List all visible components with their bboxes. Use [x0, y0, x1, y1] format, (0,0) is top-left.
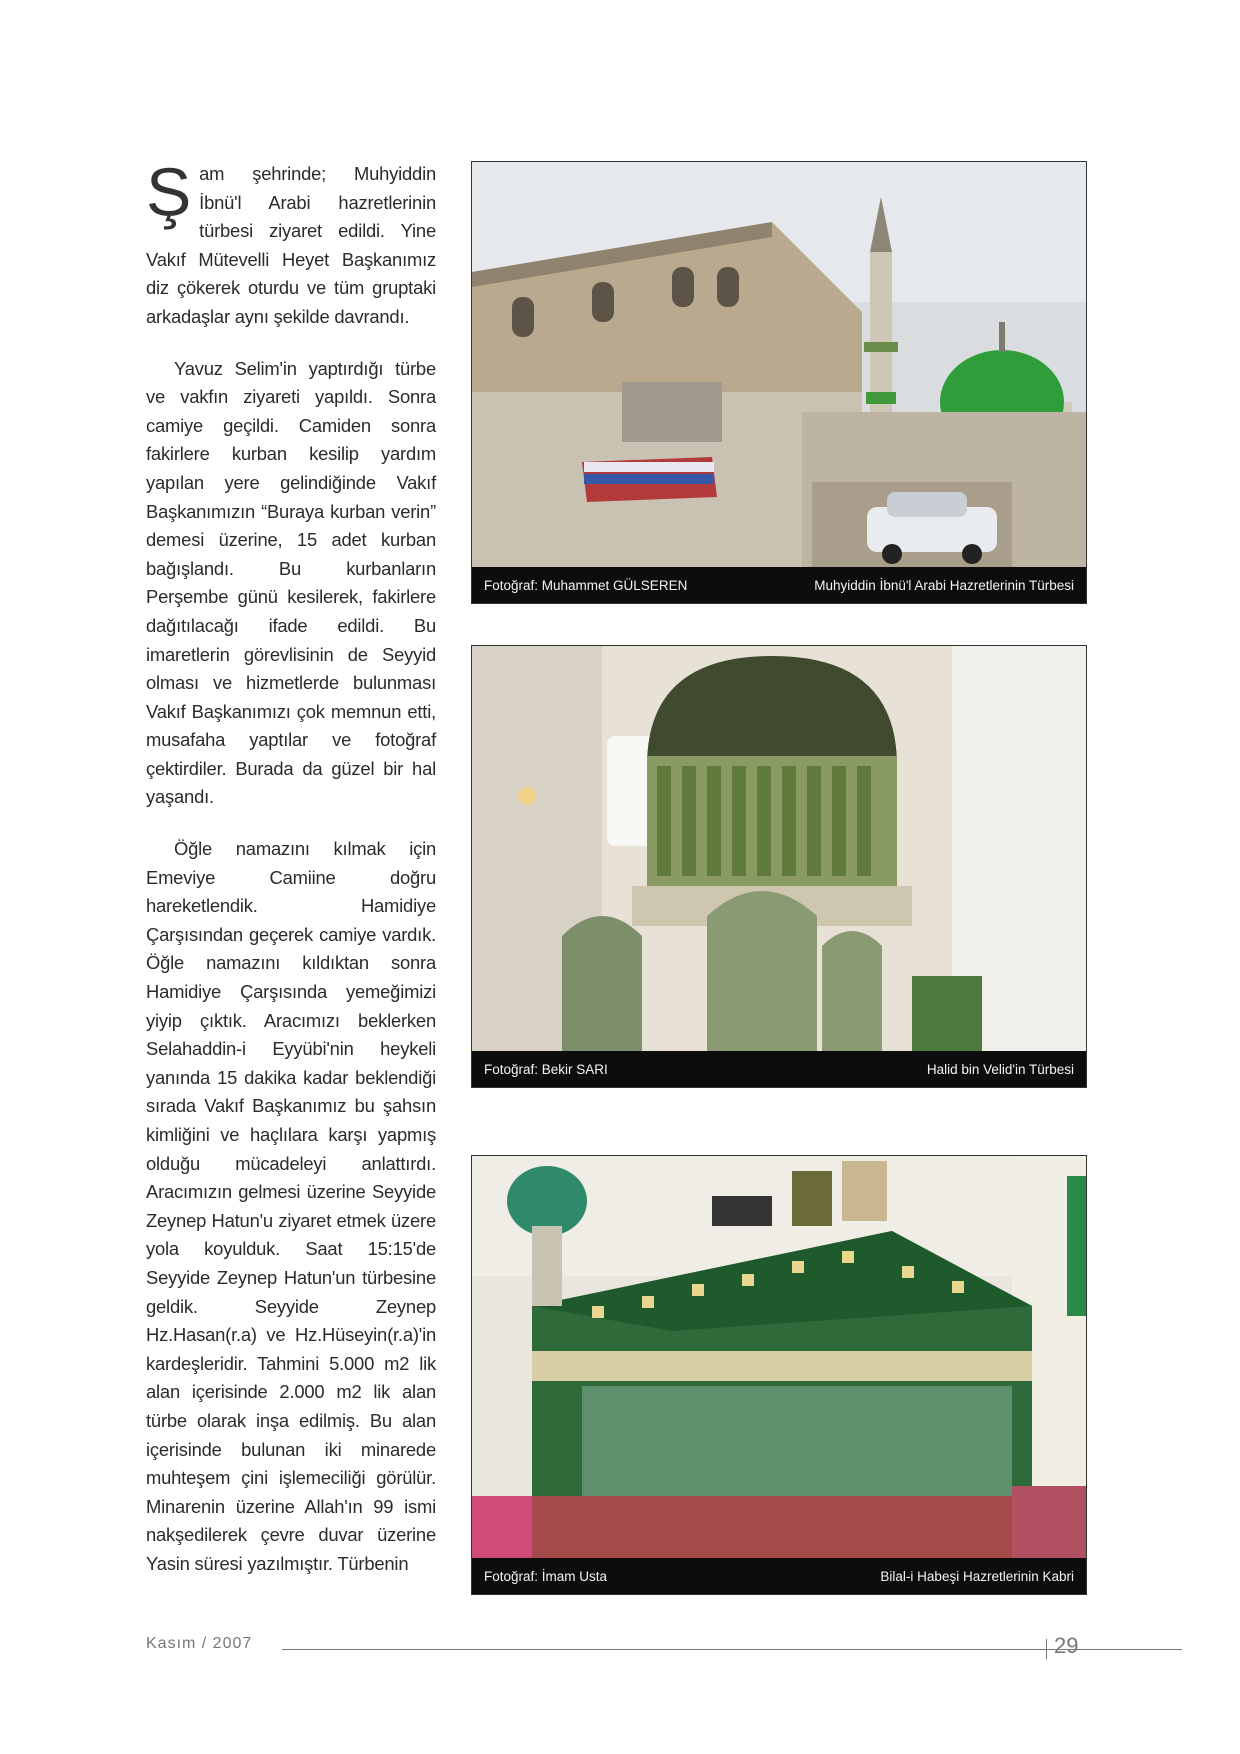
photo-tomb-exterior	[472, 162, 1086, 567]
article-text	[146, 154, 436, 1579]
photo-tomb-interior	[472, 646, 1086, 1051]
paragraph-2: Yavuz Selim'in yaptırdığı türbe ve vakfın ziyareti yapıldı. Sonra camiye geçildi. Camiden sonra fakirlere kurban kesilip yardım yapılan yere gelindiğinde Vakıf Başkanımızın “Buraya kurban verin” demesi üzerine, 15 adet kurban bağışlandı. Bu kurbanların Perşembe günü kesilerek, fakirlere dağıtılacağı ifade edildi. Bu imaretlerin görevlisinin de Seyyid olması ve hizmetlerde bulunması Vakıf Başkanımızı çok memnun etti, musafaha yaptılar ve fotoğraf çektirdiler. Burada da güzel bir hal yaşandı.	[146, 357, 436, 808]
photo-figure-3	[471, 1155, 1087, 1595]
footer-divider	[1046, 1639, 1047, 1659]
footer-rule	[282, 1649, 1182, 1650]
paragraph-1	[146, 154, 436, 332]
page-number: 29	[1054, 1633, 1079, 1658]
photo-caption-3	[472, 1558, 1086, 1594]
photo-credit-1: Fotoğraf: Muhammet GÜLSEREN	[484, 577, 688, 593]
paragraph-1-text: am şehrinde; Muhyiddin İbnü'l Arabi hazretlerinin türbesi ziyaret edildi. Yine Vakıf Mütevelli Heyet Başkanımız diz çökerek oturdu ve tüm gruptaki arkadaşlar aynı şekilde davrandı.	[146, 163, 436, 327]
photo-caption-1	[472, 567, 1086, 603]
photo-figure-2	[471, 645, 1087, 1088]
photo-title-2: Halid bin Velid'in Türbesi	[926, 1061, 1074, 1077]
photo-grave	[472, 1156, 1086, 1558]
photo-credit-3: Fotoğraf: İmam Usta	[484, 1568, 608, 1584]
photo-figure-1	[471, 161, 1087, 604]
paragraph-3: Öğle namazını kılmak için Emeviye Camiine doğru hareketlendik. Hamidiye Çarşısından geçerek camiye vardık. Öğle namazını kıldıktan sonra Hamidiye Çarşısında yemeğimizi yiyip çıktık. Aracımızı beklerken Selahaddin-i Eyyübi'nin heykeli yanında 15 dakika kadar beklendiği sırada Vakıf Başkanımız bu şahsın kimliğini ve haçlılara karşı yapmış olduğu mücadeleyi anlattırdı. Aracımızın gelmesi üzerine Seyyide Zeynep Hatun'u ziyaret etmek üzere yola koyulduk. Saat 15:15'de Seyyide Zeynep Hatun'un türbesine geldik. Seyyide Zeynep Hz.Hasan(r.a) ve Hz.Hüseyin(r.a)'in kardeşleridir. Tahmini 5.000 m2 lik alan içerisinde 2.000 m2 lik alan türbe olarak inşa edilmiş. Bu alan içerisinde bulunan iki minarede muhteşem çini işlemeciliği görülür. Minarenin üzerine Allah'ın 99 ismi nakşedilerek çevre duvar üzerine Yasin süresi yazılmıştır. Türbenin	[146, 838, 436, 1574]
page-footer	[146, 1633, 1086, 1663]
issue-date: Kasım / 2007	[146, 1635, 253, 1652]
drop-cap: Ş	[146, 154, 192, 230]
photo-credit-2: Fotoğraf: Bekir SARI	[484, 1061, 608, 1077]
photo-caption-2	[472, 1051, 1086, 1087]
photo-title-1: Muhyiddin İbnü'l Arabi Hazretlerinin Türbesi	[814, 577, 1074, 593]
photo-title-3: Bilal-i Habeşi Hazretlerinin Kabri	[880, 1568, 1074, 1584]
